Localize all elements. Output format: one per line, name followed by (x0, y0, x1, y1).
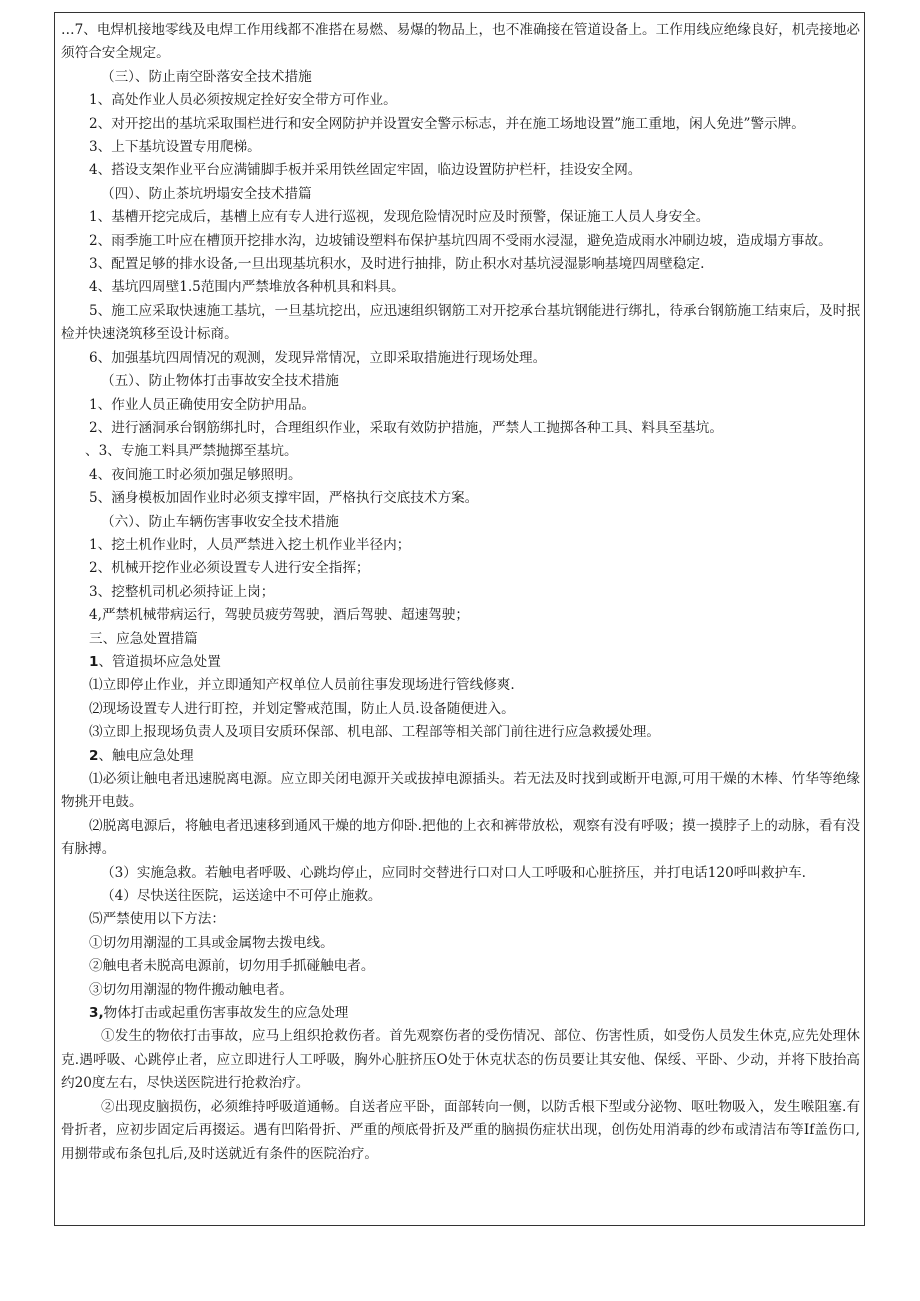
list-item: （4）尽快送往医院，运送途中不可停止施救。 (101, 888, 382, 905)
section-heading-3: （三）、防止南空卧落安全技术措施 (101, 68, 312, 85)
section-heading-4: （四）、防止茶坑坍塌安全技术措篇 (101, 185, 312, 202)
subsection-heading-electric (61, 745, 860, 768)
list-item: ⑴立即停止作业，并立即通知产权单位人员前往事发现场进行管线修爽. (89, 677, 515, 694)
document-frame (54, 12, 865, 1226)
subsection-number: 1 (89, 653, 99, 670)
list-item: 3、配置足够的排水设备,一旦出现基坑积水，及时进行抽排，防止积水对基坑浸湿影响基境四周壁稳定. (89, 256, 705, 273)
list-item: 5、施工应采取快速施工基坑，一旦基坑挖出，应迅速组织钢筋工对开挖承台基坑钢能进行绑扎，待承台钢筋施工结束后，及时抿检并快速浇筑移至设计标商。 (61, 302, 860, 343)
subsection-title: 、触电应急处理 (98, 747, 194, 764)
list-item: 4、搭设支架作业平台应满铺脚手板并采用铁丝固定牢固，临边设置防护栏杆，挂设安全网。 (89, 162, 642, 179)
list-item: 2、雨季施工叶应在槽顶开挖排水沟，边坡铺设塑料布保护基坑四周不受雨水浸湿，避免造成雨水冲刷边坡，造成塌方事故。 (89, 232, 832, 249)
list-item: 4,严禁机械带病运行，驾驶员疲劳驾驶，酒后驾驶、超速驾驶； (89, 607, 469, 624)
list-item: ⑴必须让触电者迅速脱离电源。应立即关闭电源开关或拔掉电源插头。若无法及时找到或断开电源,可用干燥的木棒、竹华等绝缘物挑开电鼓。 (61, 771, 860, 811)
subsection-heading-impact (61, 1002, 860, 1025)
subsection-number: 3, (89, 1005, 104, 1022)
list-item: ⑸严禁使用以下方法： (89, 911, 225, 928)
list-item: 2、对开挖出的基坑采取围栏进行和安全网防护并设置安全警示标志，并在施工场地设置”施工重地，闲人免进”警示牌。 (89, 115, 805, 132)
list-item: （3）实施急救。若触电者呼吸、心跳均停止，应同时交替进行口对口人工呼吸和心脏挤压，并打电话120呼叫救护车. (101, 864, 807, 881)
subsection-number: 2 (89, 747, 99, 764)
paragraph-welding: …7、电焊机接地零线及电焊工作用线都不准搭在易燃、易爆的物品上，也不准确接在管道设备上。工作用线应绝缘良好，机壳接地必须符合安全规定。 (61, 22, 860, 62)
list-item: 6、加强基坑四周情况的观测，发现异常情况，立即采取措施进行现场处理。 (89, 349, 547, 366)
subsection-title: 、管道损坏应急处置 (98, 653, 221, 670)
list-item: ⑵脱离电源后，将触电者迅速移到通风干燥的地方仰卧.把他的上衣和裤带放松，观察有没有呼吸；摸一摸脖子上的动脉，看有没有脉搏。 (61, 817, 860, 858)
section-heading-6: （六）、防止车辆伤害事收安全技术措施 (101, 513, 339, 530)
list-item: ⑶立即上报现场负责人及项目安质环保部、机电部、工程部等相关部门前往进行应急救援处理。 (89, 724, 660, 741)
list-item: 、3、专施工料具严禁抛掷至基坑。 (85, 443, 298, 460)
list-item: 4、基坑四周壁1.5范围内严禁堆放各种机具和料具。 (89, 279, 405, 296)
list-item: 1、作业人员正确使用安全防护用品。 (89, 396, 316, 413)
section-heading-5: （五）、防止物体打击事故安全技术措施 (101, 373, 339, 390)
list-item: 2、机械开挖作业必须设置专人进行安全指挥； (89, 560, 370, 577)
list-item: 3、挖整机司机必须持证上岗； (89, 583, 275, 600)
list-item: ①切勿用潮湿的工具或金属物去拨电线。 (89, 934, 334, 951)
list-item: ③切勿用潮湿的物件搬动触电者。 (89, 981, 293, 998)
chapter-heading-emergency: 三、应急处置措篇 (89, 630, 198, 647)
list-item: 4、夜间施工时必须加强足够照明。 (89, 466, 302, 483)
subsection-title: 物体打击或起重伤害事故发生的应急处理 (103, 1005, 349, 1022)
list-item: ②触电者未脱高电源前，切勿用手抓碰触电者。 (89, 958, 375, 975)
list-item: 2、进行涵洞承台钢筋绑扎时，合理组织作业，采取有效防护措施，严禁人工抛掷各种工具、料具至基坑。 (89, 419, 723, 436)
list-item: 5、涵身模板加固作业时必须支撑牢固，严格执行交底技术方案。 (89, 490, 479, 507)
list-item: 1、高处作业人员必须按规定拴好安全带方可作业。 (89, 92, 397, 109)
document-body (61, 19, 860, 1221)
list-item: ⑵现场设置专人进行盯控，并划定警戒范围，防止人员.设备随便进入。 (89, 700, 515, 717)
paragraph-impact-1: ①发生的物依打击事故，应马上组织抢救伤者。首先观察伤者的受伤情况、部位、伤害性质，如受伤人员发生休克,应先处理休克.遇呼吸、心跳停止者，应立即进行人工呼吸，胸外心脏挤压O处于休克状态的伤员要让其安他、保绥、平卧、少动，并将下肢抬高约20度左右，尽快送医院进行抢救治疗。 (61, 1028, 860, 1092)
list-item: 3、上下基坑设置专用爬梯。 (89, 139, 261, 156)
list-item: 1、挖土机作业时，人员严禁进入挖土机作业半径内； (89, 536, 411, 553)
subsection-heading-pipeline (61, 651, 860, 674)
paragraph-impact-2: ②出现皮脑损伤，必须维持呼吸道通畅。自送者应平卧，面部转向一侧，以防舌根下型或分泌物、呕吐物吸入，发生喉阻塞.有骨折者，应初步固定后再掇运。遇有凹陷骨折、严重的颅底骨折及严重的脑损伤症状出现，创伤处用消毒的纱布或清洁布等If盖伤口,用捌带或布条包扎后,及时送就近有条件的医院治疗。 (61, 1098, 860, 1162)
list-item: 1、基槽开挖完成后，基槽上应有专人进行巡视，发现危险情况时应及时预警，保证施工人员人身安全。 (89, 209, 710, 226)
